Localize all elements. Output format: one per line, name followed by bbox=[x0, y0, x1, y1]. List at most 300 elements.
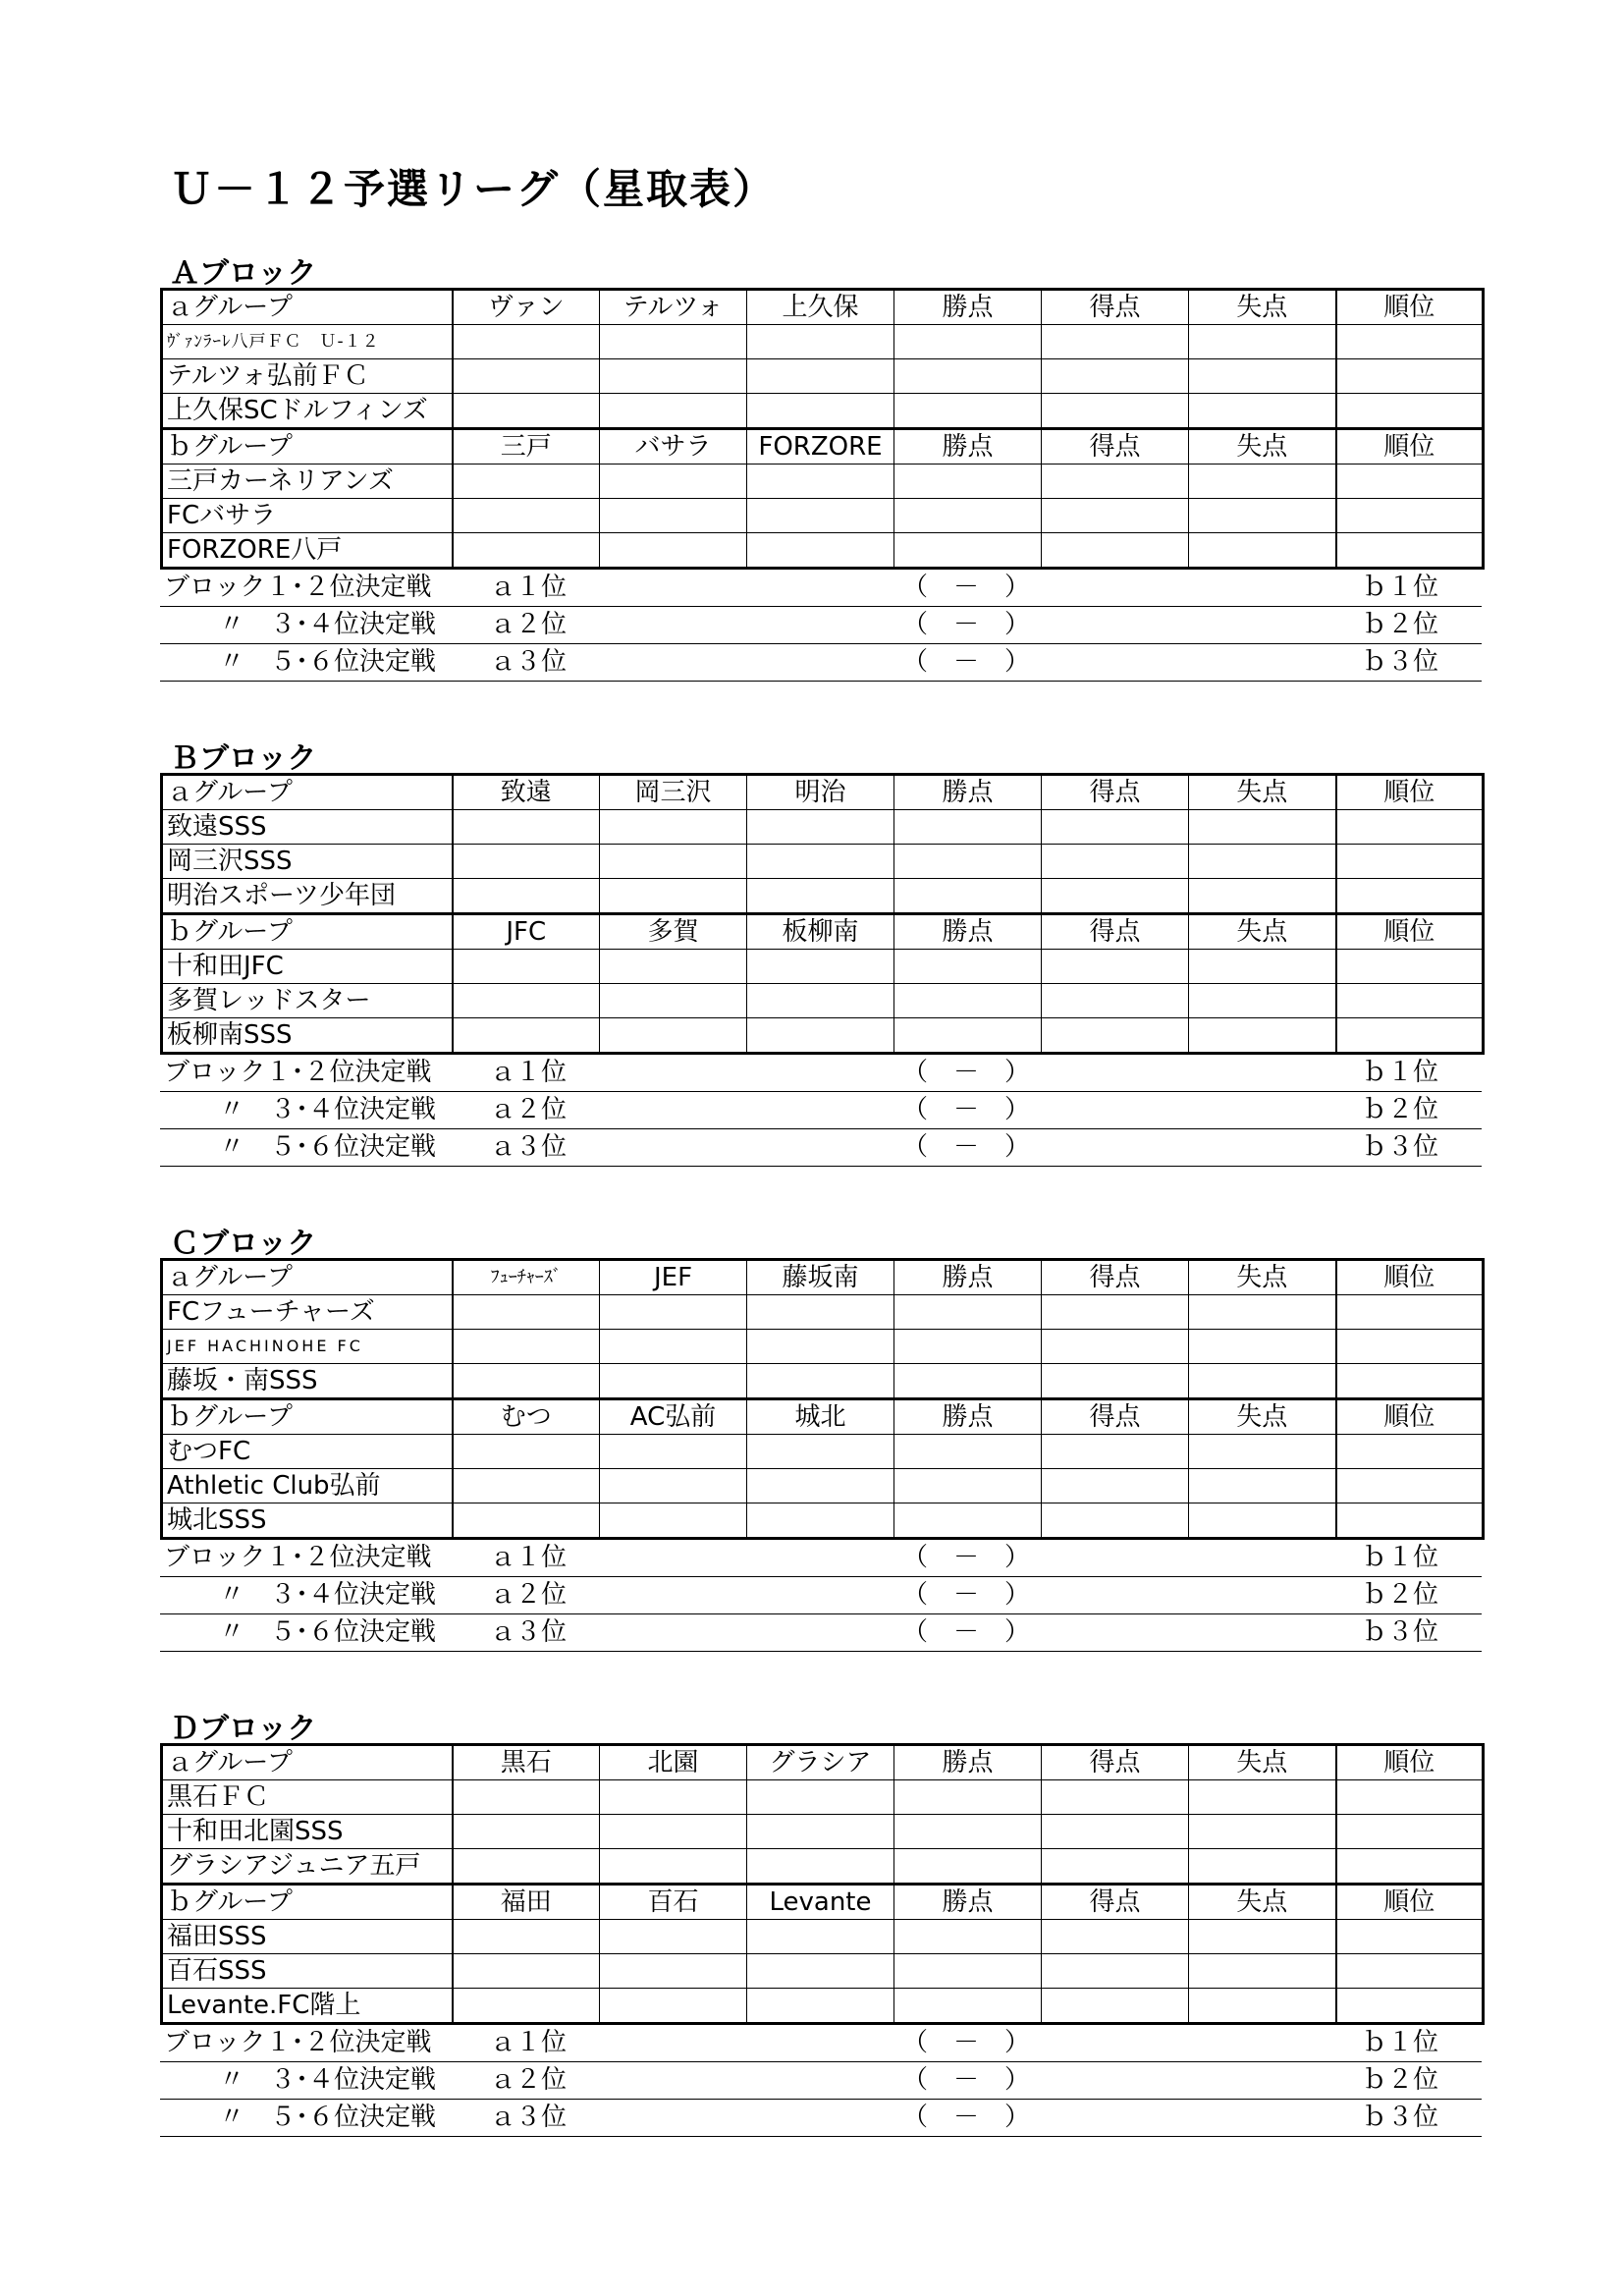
result-cell bbox=[453, 465, 600, 499]
team-name: FCバサラ bbox=[162, 499, 453, 533]
stat-cell bbox=[1189, 359, 1336, 394]
stat-cell bbox=[894, 1849, 1042, 1885]
placement-match-row bbox=[160, 1129, 1482, 1167]
result-cell bbox=[747, 1295, 894, 1330]
result-cell bbox=[747, 1330, 894, 1364]
stat-cell bbox=[1042, 533, 1189, 569]
result-cell bbox=[453, 1295, 600, 1330]
result-cell bbox=[600, 499, 747, 533]
team-name: 三戸カーネリアンズ bbox=[162, 465, 453, 499]
stat-cell bbox=[1189, 465, 1336, 499]
stat-cell bbox=[894, 1435, 1042, 1469]
result-cell bbox=[453, 879, 600, 914]
result-cell bbox=[600, 810, 747, 845]
stat-cell bbox=[1336, 465, 1484, 499]
group-header-row bbox=[162, 290, 1484, 325]
match-score: （ － ） bbox=[902, 573, 1031, 602]
match-label: 〃 ５･６位決定戦 bbox=[219, 1617, 437, 1647]
stat-header: 順位 bbox=[1336, 775, 1484, 810]
team-name: 城北SSS bbox=[162, 1503, 453, 1539]
group-label: ａグループ bbox=[162, 1745, 453, 1780]
stat-header: 得点 bbox=[1042, 1260, 1189, 1295]
stat-cell bbox=[1189, 1849, 1336, 1885]
stat-header: 順位 bbox=[1336, 1260, 1484, 1295]
stat-cell bbox=[1042, 394, 1189, 429]
stat-cell bbox=[1042, 1364, 1189, 1399]
result-cell bbox=[600, 359, 747, 394]
result-cell bbox=[747, 1849, 894, 1885]
team-name: 百石SSS bbox=[162, 1954, 453, 1989]
group-header-row bbox=[162, 775, 1484, 810]
b-group-rank: ｂ１位 bbox=[1362, 573, 1439, 602]
match-score: （ － ） bbox=[902, 2028, 1031, 2057]
group-header-row bbox=[162, 1399, 1484, 1435]
placement-matches bbox=[160, 1540, 1482, 1652]
stat-header: 失点 bbox=[1189, 1745, 1336, 1780]
opponent-header: 多賀 bbox=[600, 914, 747, 950]
opponent-header: 上久保 bbox=[747, 290, 894, 325]
group-label: ｂグループ bbox=[162, 429, 453, 465]
opponent-header: テルツォ bbox=[600, 290, 747, 325]
stat-cell bbox=[1042, 1469, 1189, 1503]
team-row bbox=[162, 1469, 1484, 1503]
stat-cell bbox=[1189, 499, 1336, 533]
stat-header: 失点 bbox=[1189, 290, 1336, 325]
opponent-header: 板柳南 bbox=[747, 914, 894, 950]
opponent-header: 福田 bbox=[453, 1885, 600, 1920]
stat-header: 勝点 bbox=[894, 429, 1042, 465]
stat-header: 勝点 bbox=[894, 775, 1042, 810]
team-name: むつFC bbox=[162, 1435, 453, 1469]
stat-cell bbox=[1042, 325, 1189, 359]
stat-header: 失点 bbox=[1189, 1260, 1336, 1295]
stat-cell bbox=[1189, 1920, 1336, 1954]
opponent-header: AC弘前 bbox=[600, 1399, 747, 1435]
stat-cell bbox=[1189, 1018, 1336, 1054]
result-cell bbox=[747, 984, 894, 1018]
match-label: 〃 ５･６位決定戦 bbox=[219, 647, 437, 677]
stat-cell bbox=[1042, 1295, 1189, 1330]
result-cell bbox=[453, 1503, 600, 1539]
stat-cell bbox=[894, 1330, 1042, 1364]
opponent-header: 岡三沢 bbox=[600, 775, 747, 810]
result-cell bbox=[600, 1295, 747, 1330]
placement-match-row bbox=[160, 2100, 1482, 2137]
standings-table bbox=[160, 288, 1485, 570]
placement-matches bbox=[160, 570, 1482, 682]
team-row bbox=[162, 879, 1484, 914]
team-row bbox=[162, 845, 1484, 879]
b-group-rank: ｂ３位 bbox=[1362, 2103, 1439, 2132]
result-cell bbox=[600, 879, 747, 914]
stat-header: 順位 bbox=[1336, 914, 1484, 950]
team-name: FORZORE八戸 bbox=[162, 533, 453, 569]
team-name: 多賀レッドスター bbox=[162, 984, 453, 1018]
standings-table bbox=[160, 1743, 1485, 2025]
stat-cell bbox=[1336, 1849, 1484, 1885]
result-cell bbox=[747, 950, 894, 984]
stat-header: 勝点 bbox=[894, 1399, 1042, 1435]
stat-cell bbox=[1336, 1330, 1484, 1364]
placement-match-row bbox=[160, 1092, 1482, 1129]
match-label: 〃 ３･４位決定戦 bbox=[219, 610, 437, 639]
block-title: Ａブロック bbox=[170, 256, 317, 291]
opponent-header: 城北 bbox=[747, 1399, 894, 1435]
opponent-header: 北園 bbox=[600, 1745, 747, 1780]
team-row bbox=[162, 1989, 1484, 2024]
result-cell bbox=[453, 499, 600, 533]
standings-table bbox=[160, 773, 1485, 1055]
stat-cell bbox=[1189, 394, 1336, 429]
b-group-rank: ｂ１位 bbox=[1362, 1543, 1439, 1572]
b-group-rank: ｂ１位 bbox=[1362, 1058, 1439, 1087]
stat-header: 順位 bbox=[1336, 1885, 1484, 1920]
result-cell bbox=[747, 1435, 894, 1469]
result-cell bbox=[600, 845, 747, 879]
a-group-rank: ａ２位 bbox=[490, 610, 568, 639]
b-group-rank: ｂ３位 bbox=[1362, 647, 1439, 677]
result-cell bbox=[600, 1920, 747, 1954]
group-header-row bbox=[162, 914, 1484, 950]
team-name: 十和田北園SSS bbox=[162, 1815, 453, 1849]
match-label: 〃 ３･４位決定戦 bbox=[219, 1580, 437, 1610]
b-group-rank: ｂ１位 bbox=[1362, 2028, 1439, 2057]
match-label: 〃 ５･６位決定戦 bbox=[219, 1132, 437, 1162]
stat-header: 得点 bbox=[1042, 775, 1189, 810]
match-score: （ － ） bbox=[902, 1580, 1031, 1610]
result-cell bbox=[600, 1989, 747, 2024]
b-group-rank: ｂ２位 bbox=[1362, 2065, 1439, 2095]
group-label: ｂグループ bbox=[162, 1885, 453, 1920]
stat-cell bbox=[1189, 1503, 1336, 1539]
result-cell bbox=[600, 1469, 747, 1503]
result-cell bbox=[747, 1018, 894, 1054]
match-score: （ － ） bbox=[902, 1617, 1031, 1647]
result-cell bbox=[600, 1954, 747, 1989]
b-group-rank: ｂ２位 bbox=[1362, 610, 1439, 639]
stat-header: 得点 bbox=[1042, 290, 1189, 325]
result-cell bbox=[747, 1920, 894, 1954]
result-cell bbox=[747, 359, 894, 394]
opponent-header: Levante bbox=[747, 1885, 894, 1920]
opponent-header: 黒石 bbox=[453, 1745, 600, 1780]
stat-cell bbox=[1336, 1018, 1484, 1054]
stat-cell bbox=[1189, 1330, 1336, 1364]
stat-cell bbox=[1336, 1295, 1484, 1330]
team-row bbox=[162, 1435, 1484, 1469]
result-cell bbox=[453, 1330, 600, 1364]
opponent-header: バサラ bbox=[600, 429, 747, 465]
result-cell bbox=[600, 1503, 747, 1539]
a-group-rank: ａ３位 bbox=[490, 2103, 568, 2132]
stat-cell bbox=[1336, 394, 1484, 429]
stat-cell bbox=[1189, 1364, 1336, 1399]
team-name: Levante.FC階上 bbox=[162, 1989, 453, 2024]
stat-cell bbox=[1042, 984, 1189, 1018]
stat-cell bbox=[1042, 950, 1189, 984]
stat-cell bbox=[1042, 810, 1189, 845]
match-label: ブロック１･２位決定戦 bbox=[164, 1543, 432, 1572]
result-cell bbox=[747, 1780, 894, 1815]
match-label: ブロック１･２位決定戦 bbox=[164, 573, 432, 602]
stat-cell bbox=[1336, 1780, 1484, 1815]
match-label: 〃 ３･４位決定戦 bbox=[219, 1095, 437, 1124]
placement-match-row bbox=[160, 570, 1482, 607]
team-row bbox=[162, 1330, 1484, 1364]
group-label: ａグループ bbox=[162, 775, 453, 810]
team-row bbox=[162, 533, 1484, 569]
stat-cell bbox=[1336, 1469, 1484, 1503]
result-cell bbox=[600, 1849, 747, 1885]
opponent-header: ﾌｭｰﾁｬｰｽﾞ bbox=[453, 1260, 600, 1295]
stat-cell bbox=[1189, 1435, 1336, 1469]
stat-cell bbox=[1042, 879, 1189, 914]
opponent-header: 三戸 bbox=[453, 429, 600, 465]
stat-cell bbox=[1042, 1780, 1189, 1815]
league-block bbox=[160, 1227, 1482, 1652]
stat-cell bbox=[1336, 499, 1484, 533]
placement-matches bbox=[160, 1055, 1482, 1167]
team-row bbox=[162, 950, 1484, 984]
result-cell bbox=[453, 1018, 600, 1054]
team-row bbox=[162, 1364, 1484, 1399]
stat-cell bbox=[1336, 1503, 1484, 1539]
stat-cell bbox=[894, 984, 1042, 1018]
a-group-rank: ａ１位 bbox=[490, 2028, 568, 2057]
match-score: （ － ） bbox=[902, 2103, 1031, 2132]
stat-cell bbox=[1042, 1435, 1189, 1469]
stat-cell bbox=[1042, 1849, 1189, 1885]
a-group-rank: ａ２位 bbox=[490, 1580, 568, 1610]
result-cell bbox=[747, 1469, 894, 1503]
stat-cell bbox=[1042, 1989, 1189, 2024]
stat-cell bbox=[894, 325, 1042, 359]
result-cell bbox=[600, 1780, 747, 1815]
result-cell bbox=[600, 1815, 747, 1849]
result-cell bbox=[600, 1435, 747, 1469]
stat-cell bbox=[1042, 499, 1189, 533]
match-score: （ － ） bbox=[902, 1132, 1031, 1162]
stat-cell bbox=[894, 1954, 1042, 1989]
result-cell bbox=[453, 845, 600, 879]
opponent-header: 致遠 bbox=[453, 775, 600, 810]
match-score: （ － ） bbox=[902, 1543, 1031, 1572]
stat-cell bbox=[1189, 1780, 1336, 1815]
stat-cell bbox=[1336, 984, 1484, 1018]
opponent-header: グラシア bbox=[747, 1745, 894, 1780]
stat-cell bbox=[1189, 1295, 1336, 1330]
team-name: 福田SSS bbox=[162, 1920, 453, 1954]
group-label: ｂグループ bbox=[162, 1399, 453, 1435]
b-group-rank: ｂ３位 bbox=[1362, 1617, 1439, 1647]
team-name: 上久保SCドルフィンズ bbox=[162, 394, 453, 429]
stat-cell bbox=[894, 465, 1042, 499]
stat-cell bbox=[1336, 533, 1484, 569]
league-block bbox=[160, 256, 1482, 682]
stat-cell bbox=[894, 1815, 1042, 1849]
result-cell bbox=[600, 950, 747, 984]
result-cell bbox=[453, 950, 600, 984]
placement-match-row bbox=[160, 1540, 1482, 1577]
block-title: Ｃブロック bbox=[170, 1227, 317, 1261]
result-cell bbox=[453, 984, 600, 1018]
stat-cell bbox=[1042, 359, 1189, 394]
team-row bbox=[162, 984, 1484, 1018]
team-name: 致遠SSS bbox=[162, 810, 453, 845]
team-name: Athletic Club弘前 bbox=[162, 1469, 453, 1503]
result-cell bbox=[453, 810, 600, 845]
a-group-rank: ａ３位 bbox=[490, 647, 568, 677]
team-name: 岡三沢SSS bbox=[162, 845, 453, 879]
opponent-header: 藤坂南 bbox=[747, 1260, 894, 1295]
match-label: 〃 ５･６位決定戦 bbox=[219, 2103, 437, 2132]
stat-cell bbox=[1189, 1989, 1336, 2024]
stat-cell bbox=[894, 533, 1042, 569]
result-cell bbox=[453, 1780, 600, 1815]
opponent-header: 明治 bbox=[747, 775, 894, 810]
result-cell bbox=[453, 1364, 600, 1399]
a-group-rank: ａ３位 bbox=[490, 1617, 568, 1647]
placement-match-row bbox=[160, 607, 1482, 644]
group-label: ｂグループ bbox=[162, 914, 453, 950]
stat-cell bbox=[1042, 1954, 1189, 1989]
page-title: Ｕ－１２予選リーグ（星取表） bbox=[171, 165, 777, 213]
result-cell bbox=[453, 1989, 600, 2024]
stat-cell bbox=[1336, 810, 1484, 845]
team-row bbox=[162, 325, 1484, 359]
team-row bbox=[162, 1920, 1484, 1954]
stat-cell bbox=[1042, 1815, 1189, 1849]
stat-cell bbox=[1336, 1435, 1484, 1469]
result-cell bbox=[600, 533, 747, 569]
stat-cell bbox=[894, 845, 1042, 879]
stat-cell bbox=[894, 499, 1042, 533]
b-group-rank: ｂ３位 bbox=[1362, 1132, 1439, 1162]
result-cell bbox=[453, 325, 600, 359]
team-row bbox=[162, 1018, 1484, 1054]
a-group-rank: ａ１位 bbox=[490, 1543, 568, 1572]
stat-cell bbox=[1189, 533, 1336, 569]
stat-header: 勝点 bbox=[894, 1885, 1042, 1920]
stat-header: 得点 bbox=[1042, 1745, 1189, 1780]
result-cell bbox=[453, 394, 600, 429]
stat-cell bbox=[894, 394, 1042, 429]
stat-cell bbox=[1189, 1954, 1336, 1989]
stat-cell bbox=[1336, 1954, 1484, 1989]
match-label: 〃 ３･４位決定戦 bbox=[219, 2065, 437, 2095]
team-name: FCフューチャーズ bbox=[162, 1295, 453, 1330]
team-name: 板柳南SSS bbox=[162, 1018, 453, 1054]
stat-cell bbox=[1042, 845, 1189, 879]
result-cell bbox=[600, 394, 747, 429]
stat-cell bbox=[1042, 1330, 1189, 1364]
result-cell bbox=[747, 1989, 894, 2024]
stat-header: 勝点 bbox=[894, 290, 1042, 325]
group-header-row bbox=[162, 1745, 1484, 1780]
league-block bbox=[160, 1712, 1482, 2137]
stat-cell bbox=[1189, 325, 1336, 359]
team-row bbox=[162, 1815, 1484, 1849]
stat-cell bbox=[1189, 810, 1336, 845]
stat-cell bbox=[1042, 1920, 1189, 1954]
stat-cell bbox=[1336, 950, 1484, 984]
result-cell bbox=[747, 1954, 894, 1989]
team-row bbox=[162, 499, 1484, 533]
block-title: Ｄブロック bbox=[170, 1712, 317, 1746]
opponent-header: JFC bbox=[453, 914, 600, 950]
result-cell bbox=[747, 810, 894, 845]
stat-header: 失点 bbox=[1189, 1885, 1336, 1920]
result-cell bbox=[747, 465, 894, 499]
stat-cell bbox=[1042, 1018, 1189, 1054]
stat-cell bbox=[894, 359, 1042, 394]
stat-cell bbox=[1336, 359, 1484, 394]
team-name: グラシアジュニア五戸 bbox=[162, 1849, 453, 1885]
result-cell bbox=[747, 879, 894, 914]
stat-cell bbox=[894, 950, 1042, 984]
stat-cell bbox=[894, 1780, 1042, 1815]
match-label: ブロック１･２位決定戦 bbox=[164, 1058, 432, 1087]
opponent-header: JEF bbox=[600, 1260, 747, 1295]
group-header-row bbox=[162, 1885, 1484, 1920]
opponent-header: むつ bbox=[453, 1399, 600, 1435]
team-name: 黒石ＦＣ bbox=[162, 1780, 453, 1815]
result-cell bbox=[747, 394, 894, 429]
result-cell bbox=[453, 1469, 600, 1503]
placement-match-row bbox=[160, 1577, 1482, 1614]
stat-header: 得点 bbox=[1042, 914, 1189, 950]
stat-header: 失点 bbox=[1189, 429, 1336, 465]
stat-cell bbox=[894, 1920, 1042, 1954]
stat-header: 順位 bbox=[1336, 1745, 1484, 1780]
team-name: テルツォ弘前ＦＣ bbox=[162, 359, 453, 394]
placement-match-row bbox=[160, 2062, 1482, 2100]
team-row bbox=[162, 465, 1484, 499]
b-group-rank: ｂ２位 bbox=[1362, 1095, 1439, 1124]
result-cell bbox=[600, 1364, 747, 1399]
result-cell bbox=[453, 1435, 600, 1469]
result-cell bbox=[453, 1954, 600, 1989]
result-cell bbox=[747, 499, 894, 533]
stat-cell bbox=[1042, 1503, 1189, 1539]
placement-match-row bbox=[160, 1614, 1482, 1652]
stat-header: 順位 bbox=[1336, 1399, 1484, 1435]
stat-header: 勝点 bbox=[894, 1260, 1042, 1295]
stat-header: 得点 bbox=[1042, 1399, 1189, 1435]
result-cell bbox=[600, 1330, 747, 1364]
result-cell bbox=[747, 325, 894, 359]
result-cell bbox=[453, 1849, 600, 1885]
stat-header: 勝点 bbox=[894, 1745, 1042, 1780]
result-cell bbox=[600, 984, 747, 1018]
stat-cell bbox=[1189, 845, 1336, 879]
match-score: （ － ） bbox=[902, 1095, 1031, 1124]
stat-header: 順位 bbox=[1336, 429, 1484, 465]
a-group-rank: ａ３位 bbox=[490, 1132, 568, 1162]
result-cell bbox=[747, 1503, 894, 1539]
team-row bbox=[162, 1849, 1484, 1885]
a-group-rank: ａ２位 bbox=[490, 2065, 568, 2095]
stat-cell bbox=[894, 1364, 1042, 1399]
result-cell bbox=[453, 359, 600, 394]
a-group-rank: ａ１位 bbox=[490, 1058, 568, 1087]
stat-cell bbox=[1189, 1815, 1336, 1849]
b-group-rank: ｂ２位 bbox=[1362, 1580, 1439, 1610]
opponent-header: FORZORE bbox=[747, 429, 894, 465]
stat-header: 得点 bbox=[1042, 429, 1189, 465]
stat-cell bbox=[1042, 465, 1189, 499]
stat-cell bbox=[894, 1469, 1042, 1503]
